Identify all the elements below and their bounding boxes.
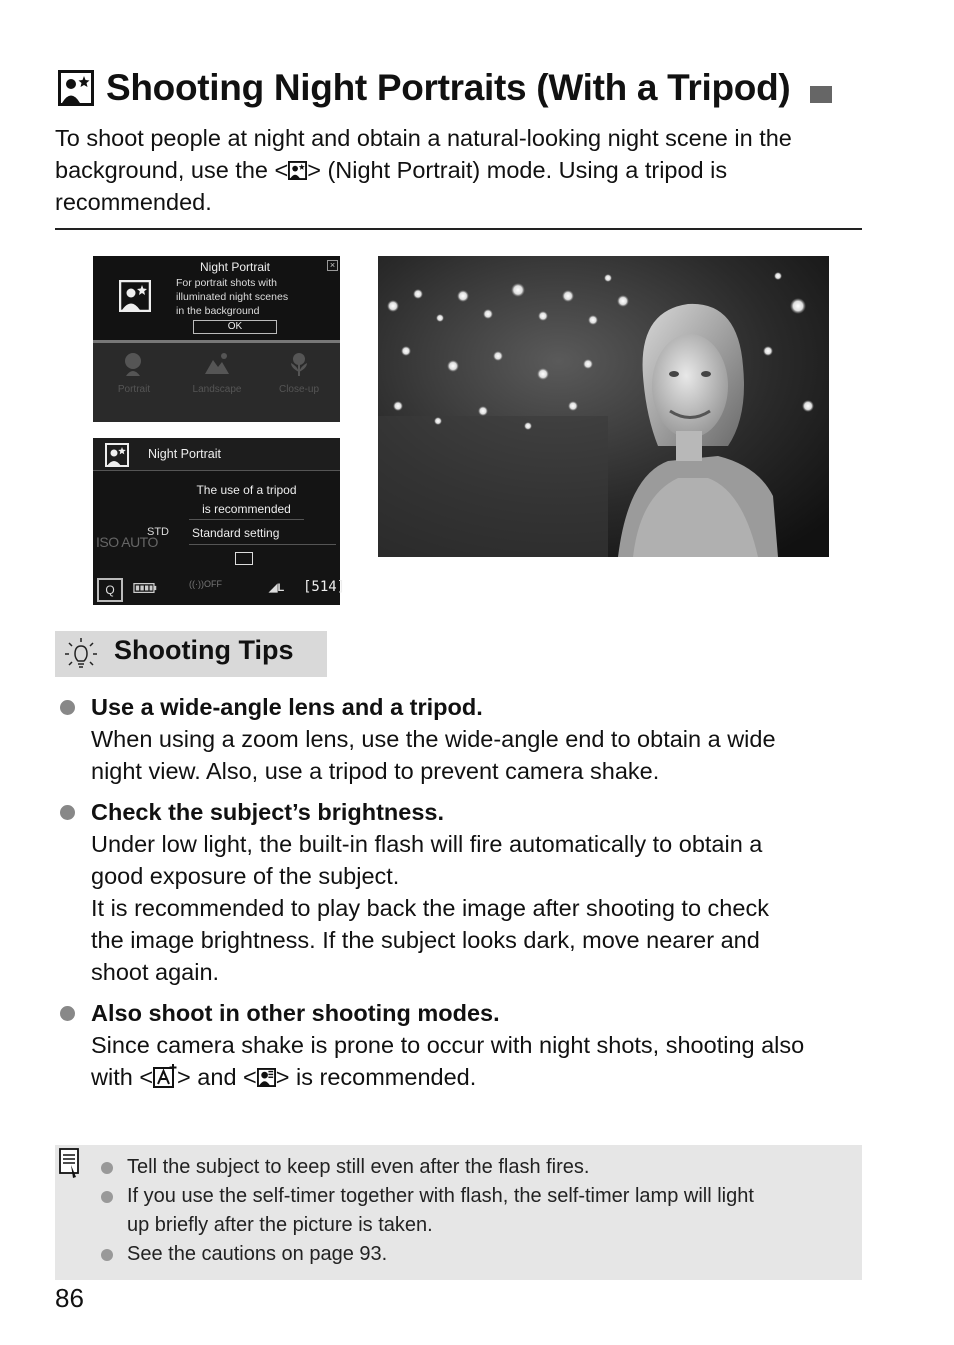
- tip-line: Under low light, the built-in flash will fire automatically to obtain a: [91, 831, 763, 857]
- wifi-off-icon: ((·))OFF: [189, 579, 222, 589]
- bullet-icon: [60, 700, 75, 715]
- intro-paragraph: [55, 122, 870, 218]
- picture-style-label[interactable]: Standard setting: [192, 526, 280, 540]
- image-quality-indicator: ◢L: [269, 582, 285, 594]
- ok-button[interactable]: OK: [193, 320, 277, 334]
- landscape-icon: [203, 350, 231, 378]
- drive-mode-icon[interactable]: [235, 552, 253, 565]
- scene-intelligent-auto-icon: [153, 1064, 177, 1088]
- note-item: Tell the subject to keep still even after the flash fires.: [127, 1156, 590, 1178]
- tip-item: [91, 691, 881, 787]
- tip-line: good exposure of the subject.: [91, 863, 400, 889]
- mode-description: [176, 276, 326, 318]
- night-portrait-example-photo: [378, 256, 829, 557]
- tip-line-part: > is recommended.: [275, 1064, 477, 1090]
- tripod-message-line-1: The use of a tripod: [196, 483, 297, 497]
- title-text: Shooting Night Portraits (With a Tripod): [106, 67, 791, 108]
- shots-remaining: [514]: [303, 579, 346, 595]
- tip-line: When using a zoom lens, use the wide-angle end to obtain a wide: [91, 726, 776, 752]
- page-title: [58, 62, 878, 114]
- screen-header: [93, 438, 340, 471]
- flower-icon: [285, 350, 313, 378]
- portrait-icon: [120, 350, 148, 378]
- mode-description-line-2: illuminated night scenes: [176, 291, 289, 303]
- tip-line: Since camera shake is prone to occur with night shots, shooting also: [91, 1032, 805, 1058]
- bullet-icon: [101, 1191, 113, 1203]
- mode-info-panel: [93, 256, 340, 340]
- panel-separator: [93, 340, 340, 343]
- close-icon[interactable]: ×: [327, 260, 338, 271]
- night-portrait-icon: [105, 443, 129, 467]
- tip-title: Check the subject’s brightness.: [91, 799, 445, 825]
- bullet-icon: [101, 1162, 113, 1174]
- shooting-tips-label: Shooting Tips: [114, 635, 294, 665]
- title-marker: [810, 86, 832, 103]
- tip-line-part: > and <: [177, 1064, 257, 1090]
- tip-line: It is recommended to play back the image after shooting to check: [91, 895, 769, 921]
- tip-title: Also shoot in other shooting modes.: [91, 1000, 500, 1026]
- tip-item: [91, 997, 881, 1093]
- tip-line: night view. Also, use a tripod to prevent camera shake.: [91, 758, 660, 784]
- screen-title: Night Portrait: [148, 447, 221, 461]
- mode-landscape-label: Landscape: [192, 384, 242, 395]
- bullet-icon: [60, 805, 75, 820]
- iso-auto-indicator: ISO AUTO: [96, 534, 158, 550]
- portrait-mode-icon: [257, 1068, 276, 1087]
- mode-landscape[interactable]: [177, 350, 257, 395]
- mode-description-line-1: For portrait shots with: [176, 277, 277, 289]
- mode-portrait-label: Portrait: [117, 384, 151, 395]
- quick-control-button[interactable]: Q: [97, 578, 123, 602]
- shooting-tips-heading: [55, 631, 327, 677]
- tip-line-part: with <: [91, 1064, 154, 1090]
- divider: [55, 228, 862, 230]
- intro-line-2: [55, 154, 870, 186]
- setting-divider: [189, 544, 336, 545]
- mode-closeup-label: Close-up: [278, 384, 320, 395]
- bullet-icon: [60, 1006, 75, 1021]
- tip-line: [91, 1061, 881, 1093]
- tip-line: shoot again.: [91, 959, 220, 985]
- lightbulb-icon: [63, 636, 99, 672]
- mode-title: Night Portrait: [199, 260, 271, 274]
- tip-item: [91, 796, 881, 988]
- night-portrait-icon: [288, 161, 307, 180]
- mode-description-line-3: in the background: [176, 305, 260, 317]
- tripod-message-line-2: is recommended: [202, 502, 291, 516]
- intro-line-3: recommended.: [55, 189, 212, 215]
- tip-title: Use a wide-angle lens and a tripod.: [91, 694, 483, 720]
- note-item: See the cautions on page 93.: [127, 1243, 388, 1265]
- intro-line-2-pre: background, use the <: [55, 157, 289, 183]
- note-box: [55, 1145, 862, 1280]
- tripod-message: [189, 481, 304, 520]
- camera-screen-quick-control: [93, 438, 346, 605]
- bullet-icon: [101, 1249, 113, 1261]
- mode-closeup[interactable]: [259, 350, 339, 395]
- night-portrait-icon: [58, 70, 94, 106]
- note-item: If you use the self-timer together with flash, the self-timer lamp will light: [127, 1185, 754, 1207]
- note-item-continued: up briefly after the picture is taken.: [127, 1214, 433, 1236]
- picture-style-icon: STD: [147, 526, 169, 538]
- intro-line-2-post: > (Night Portrait) mode. Using a tripod is: [307, 157, 728, 183]
- intro-line-1: To shoot people at night and obtain a natural-looking night scene in the: [55, 125, 792, 151]
- memo-icon: [59, 1147, 81, 1179]
- mode-portrait[interactable]: [94, 350, 174, 395]
- camera-screen-mode-select: [93, 256, 340, 422]
- tip-line: the image brightness. If the subject looks dark, move nearer and: [91, 927, 760, 953]
- night-portrait-icon: [119, 280, 151, 312]
- page-number: 86: [55, 1283, 84, 1313]
- battery-icon: [131, 583, 159, 593]
